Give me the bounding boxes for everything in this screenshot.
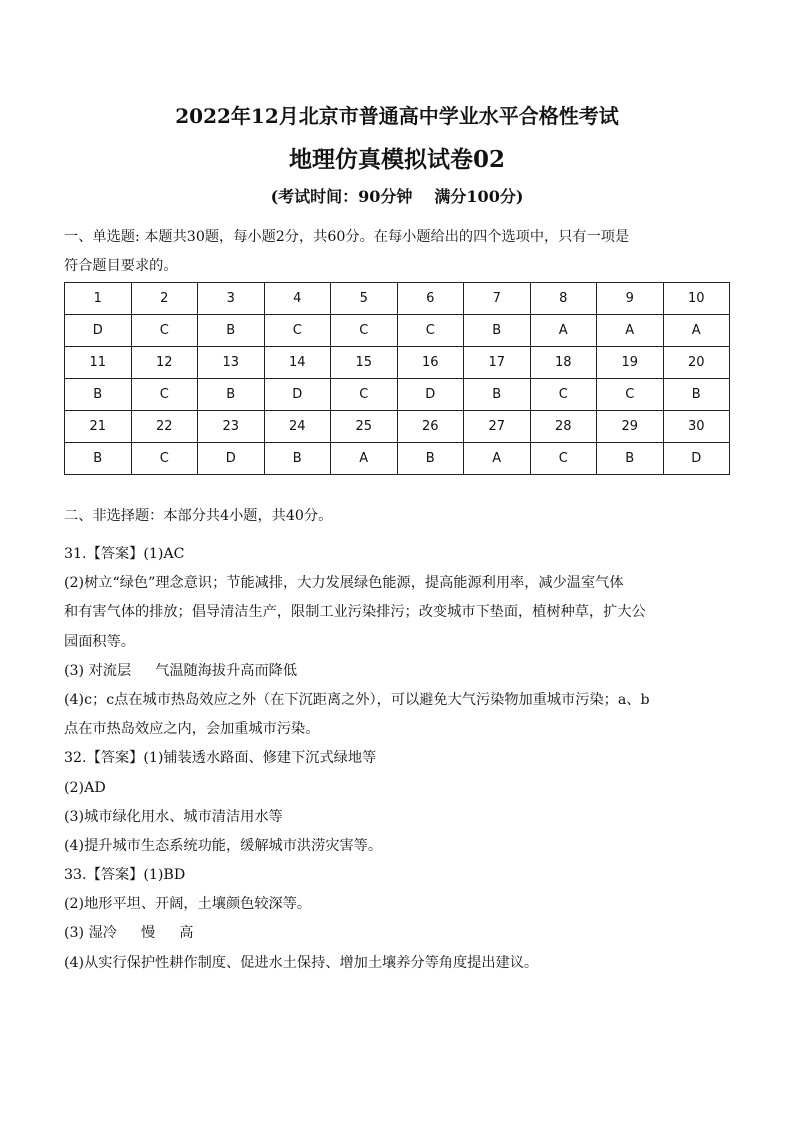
exam-time: (考试时间：90分钟 xyxy=(270,187,413,206)
question-number-cell: 22 xyxy=(131,411,198,443)
q31-answer-line: 园面积等。 xyxy=(64,633,135,650)
answer-key-cell: D xyxy=(663,443,730,475)
q31-answer-line: 点在市热岛效应之内，会加重城市污染。 xyxy=(64,721,320,738)
q33-part3-a: (3) 湿冷 xyxy=(64,925,117,942)
question-number-cell: 17 xyxy=(464,347,531,379)
question-number-row xyxy=(65,411,730,443)
answer-key-cell: C xyxy=(131,443,198,475)
question-number-cell: 24 xyxy=(264,411,331,443)
instruction-line: 符合题目要求的。 xyxy=(64,258,178,274)
answer-key-row xyxy=(65,443,730,475)
question-number-cell: 7 xyxy=(464,283,531,315)
question-number-cell: 25 xyxy=(331,411,398,443)
answer-key-cell: A xyxy=(464,443,531,475)
question-number-cell: 11 xyxy=(65,347,132,379)
question-number-cell: 6 xyxy=(397,283,464,315)
question-number-cell: 10 xyxy=(663,283,730,315)
question-number-cell: 13 xyxy=(198,347,265,379)
answer-table xyxy=(64,282,730,475)
section1-instruction xyxy=(64,223,734,281)
q31-part3-b: 气温随海拔升高而降低 xyxy=(155,662,298,679)
question-number-cell: 30 xyxy=(663,411,730,443)
question-number-cell: 15 xyxy=(331,347,398,379)
question-number-cell: 27 xyxy=(464,411,531,443)
section2-heading: 二、非选择题：本部分共4小题，共40分。 xyxy=(64,508,333,524)
question-number-cell: 21 xyxy=(65,411,132,443)
answer-key-cell: D xyxy=(65,315,132,347)
question-number-cell: 4 xyxy=(264,283,331,315)
answer-key-cell: C xyxy=(397,315,464,347)
q33-part3-c: 高 xyxy=(179,925,194,942)
question-number-cell: 23 xyxy=(198,411,265,443)
exam-info xyxy=(0,184,794,210)
question-number-cell: 8 xyxy=(530,283,597,315)
q33-part3-b: 慢 xyxy=(140,925,156,942)
answer-key-cell: B xyxy=(597,443,664,475)
q33-answer-line: 33.【答案】(1)BD xyxy=(64,867,186,884)
answer-key-cell: C xyxy=(530,443,597,475)
q31-answer-line xyxy=(64,657,734,686)
question-number-cell: 19 xyxy=(597,347,664,379)
question-number-cell: 20 xyxy=(663,347,730,379)
question-number-cell: 12 xyxy=(131,347,198,379)
q33-answer-line: (2)地形平坦、开阔，土壤颜色较深等。 xyxy=(64,896,312,913)
answer-key-cell: A xyxy=(530,315,597,347)
question-number-cell: 3 xyxy=(198,283,265,315)
q32-answer-line: (4)提升城市生态系统功能，缓解城市洪涝灾害等。 xyxy=(64,837,383,854)
question-number-cell: 14 xyxy=(264,347,331,379)
answer-key-cell: D xyxy=(397,379,464,411)
q31-answer-line: 和有害气体的排放；倡导清洁生产，限制工业污染排污；改变城市下垫面，植树种草，扩大公 xyxy=(64,604,646,621)
answer-body xyxy=(64,540,734,978)
answer-key-cell: A xyxy=(663,315,730,347)
answer-key-cell: B xyxy=(397,443,464,475)
exam-title: 2022年12月北京市普通高中学业水平合格性考试 xyxy=(175,104,619,128)
answer-key-cell: C xyxy=(331,379,398,411)
q31-part3-a: (3) 对流层 xyxy=(64,662,132,679)
answer-key-cell: C xyxy=(131,315,198,347)
answer-key-cell: B xyxy=(464,379,531,411)
question-number-cell: 16 xyxy=(397,347,464,379)
answer-key-row xyxy=(65,315,730,347)
question-number-cell: 2 xyxy=(131,283,198,315)
question-number-cell: 9 xyxy=(597,283,664,315)
question-number-cell: 29 xyxy=(597,411,664,443)
q31-answer-line: (2)树立“绿色”理念意识；节能减排，大力发展绿色能源，提高能源利用率，减少温室气体 xyxy=(64,575,624,592)
answer-key-cell: B xyxy=(198,315,265,347)
question-number-row xyxy=(65,347,730,379)
question-number-cell: 28 xyxy=(530,411,597,443)
q32-answer-line: (3)城市绿化用水、城市清洁用水等 xyxy=(64,808,283,825)
exam-full-score: 满分100分) xyxy=(434,187,524,206)
answer-key-cell: A xyxy=(597,315,664,347)
q33-answer-line xyxy=(64,919,734,948)
question-number-cell: 26 xyxy=(397,411,464,443)
answer-key-cell: D xyxy=(264,379,331,411)
question-number-row xyxy=(65,283,730,315)
q33-answer-line: (4)从实行保护性耕作制度、促进水土保持、增加土壤养分等角度提出建议。 xyxy=(64,954,539,971)
q32-answer-line: (2)AD xyxy=(64,779,106,796)
answer-key-row xyxy=(65,379,730,411)
answer-key-cell: C xyxy=(131,379,198,411)
answer-key-cell: B xyxy=(663,379,730,411)
answer-key-cell: C xyxy=(530,379,597,411)
exam-subtitle: 地理仿真模拟试卷02 xyxy=(288,146,505,173)
answer-key-cell: D xyxy=(198,443,265,475)
answer-key-cell: C xyxy=(264,315,331,347)
question-number-cell: 1 xyxy=(65,283,132,315)
q32-answer-line: 32.【答案】(1)铺装透水路面、修建下沉式绿地等 xyxy=(64,750,377,767)
q31-answer-line: 31.【答案】(1)AC xyxy=(64,546,185,562)
answer-key-cell: C xyxy=(597,379,664,411)
question-number-cell: 5 xyxy=(331,283,398,315)
instruction-line: 一、单选题: 本题共30题，每小题2分，共60分。在每小题给出的四个选项中，只有一项是 xyxy=(64,229,630,245)
answer-key-cell: C xyxy=(331,315,398,347)
q31-answer-line: (4)c；c点在城市热岛效应之外（在下沉距离之外），可以避免大气污染物加重城市污染；a、b xyxy=(64,691,650,708)
question-number-cell: 18 xyxy=(530,347,597,379)
answer-key-cell: B xyxy=(464,315,531,347)
answer-key-cell: A xyxy=(331,443,398,475)
answer-key-cell: B xyxy=(65,379,132,411)
answer-key-cell: B xyxy=(264,443,331,475)
answer-key-cell: B xyxy=(198,379,265,411)
answer-key-cell: B xyxy=(65,443,132,475)
